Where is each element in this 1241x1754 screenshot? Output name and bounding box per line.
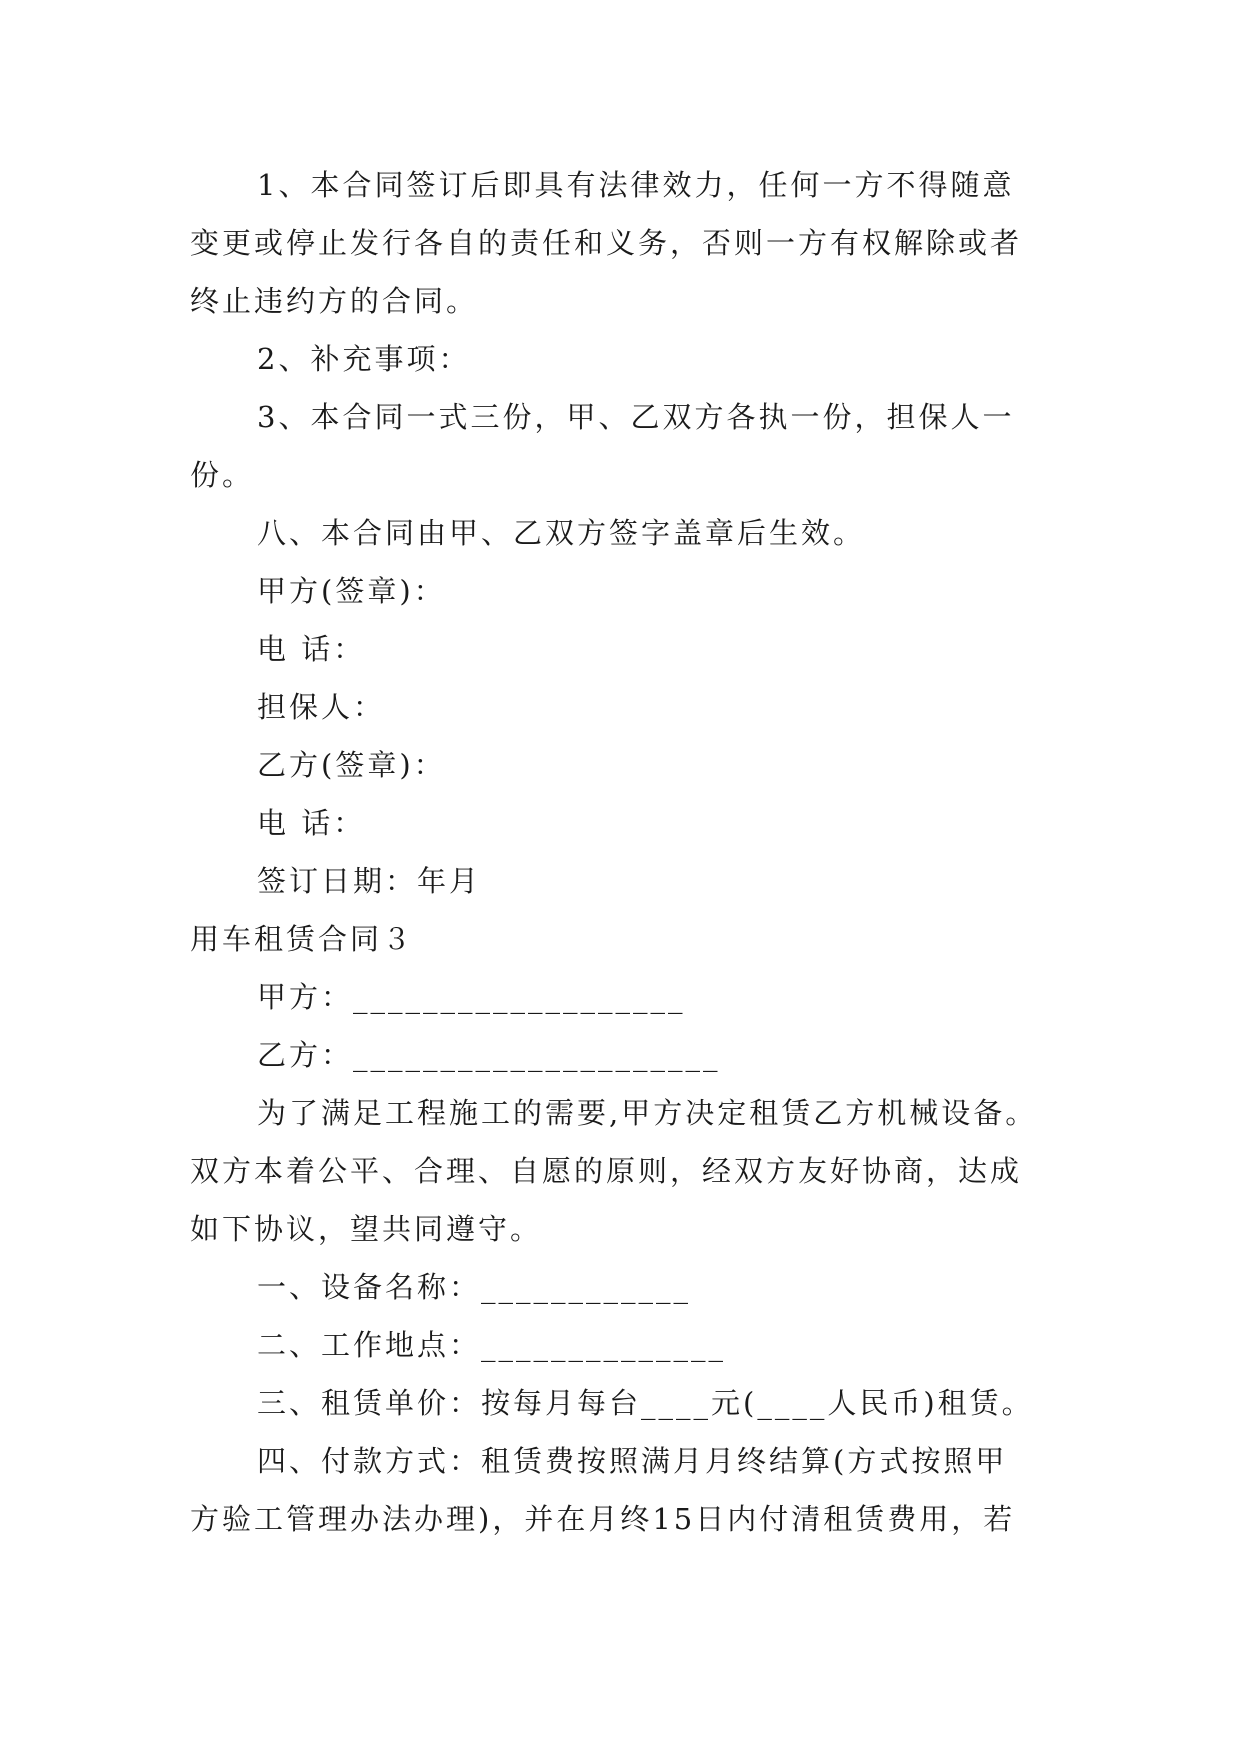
clause-8: 八、本合同由甲、乙双方签字盖章后生效。 (257, 516, 866, 550)
clause-7-1-line-3: 终止违约方的合同。 (190, 284, 479, 318)
preamble-line-1: 为了满足工程施工的需要,甲方决定租赁乙方机械设备。 (257, 1096, 1038, 1130)
payment-clause-line-1: 四、付款方式：租赁费按照满月月终结算(方式按照甲 (257, 1444, 1008, 1478)
contract-3-title: 用车租赁合同３ (190, 922, 415, 956)
clause-7-2: 2、补充事项： (257, 342, 471, 376)
party-a-field: 甲方：___________________ (257, 980, 686, 1014)
party-b-phone-label: 电 话： (257, 806, 366, 840)
preamble-line-2: 双方本着公平、合理、自愿的原则，经双方友好协商，达成 (190, 1154, 1023, 1188)
party-a-phone-label: 电 话： (257, 632, 366, 666)
clause-7-1-line-2: 变更或停止发行各自的责任和义务，否则一方有权解除或者 (190, 226, 1023, 260)
clause-7-3-line-1: 3、本合同一式三份，甲、乙双方各执一份，担保人一 (257, 400, 1015, 434)
equipment-name-field: 一、设备名称：____________ (257, 1270, 692, 1304)
guarantor-label: 担保人： (257, 690, 386, 724)
party-b-field: 乙方：_____________________ (257, 1038, 721, 1072)
party-b-signature-label: 乙方(签章)： (257, 748, 446, 782)
work-location-field: 二、工作地点：______________ (257, 1328, 727, 1362)
payment-clause-line-2: 方验工管理办法办理)，并在月终15日内付清租赁费用，若 (190, 1502, 1016, 1536)
preamble-line-3: 如下协议，望共同遵守。 (190, 1212, 543, 1246)
clause-7-3-line-2: 份。 (190, 458, 255, 492)
rental-price-clause: 三、租赁单价：按每月每台____元(____人民币)租赁。 (257, 1386, 1034, 1420)
clause-7-1-line-1: 1、本合同签订后即具有法律效力，任何一方不得随意 (257, 168, 1015, 202)
party-a-signature-label: 甲方(签章)： (257, 574, 446, 608)
sign-date-label: 签订日期：年月 (257, 864, 482, 898)
